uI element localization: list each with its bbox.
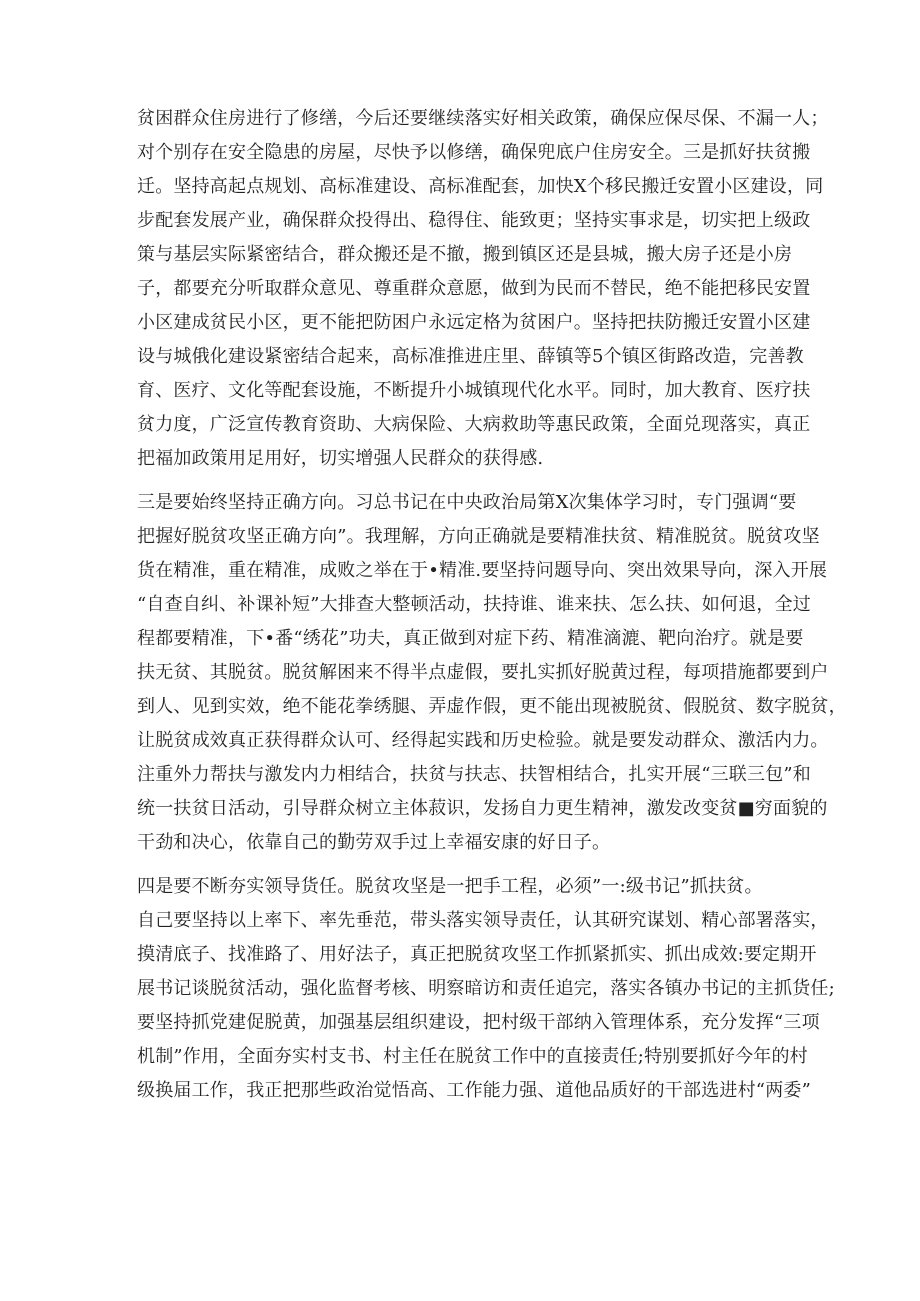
text-line: 把福加政策用足用好，切实增强人民群众的获得感.: [137, 448, 544, 469]
text-line: 育、医疗、文化等配套设施，不断提升小城镇现代化水平。同时，加大教育、医疗扶: [137, 380, 811, 401]
text-line: 统一扶贫日活动，引导群众树立主体菽识，发扬自力更生精神，激发改变贫■穷面貌的: [137, 798, 828, 819]
paragraph-1: [137, 102, 829, 476]
text-line: 把握好脱贫攻坚正确方向”。我理解，方向正确就是要精准扶贫、精准脱贫。脱贫攻坚: [137, 526, 820, 547]
paragraph-2: [137, 486, 847, 860]
text-line: 四是要不断夯实领导货任。脱贫攻坚是一把手工程，必须”一:级书记”抓扶贫。: [137, 876, 763, 897]
text-line: 步配套发展产业，确保群众投得出、稳得住、能致更；坚持实事求是，切实把上级政: [137, 210, 811, 231]
paragraph-spacer: [137, 860, 787, 870]
text-line: 对个别存在安全隐患的房屋，尽快予以修缮，确保兜底户住房安全。三是抓好扶贫搬: [137, 142, 811, 163]
text-line: 注重外力帮扶与激发内力相结合，扶贫与扶志、扶智相结合，扎实开展“三联三包”和: [137, 764, 812, 785]
text-line: 策与基层实际紧密结合，群众搬还是不撤，搬到镇区还是县城，搬大房子还是小房: [137, 244, 793, 265]
text-line: 干劲和决心，依靠自己的勤劳双手过上幸福安康的好日子。: [137, 832, 611, 853]
text-line: 级换届工作，我正把那些政治觉悟高、工作能力强、道他品质好的干部选进村“两委”: [137, 1080, 812, 1101]
text-line: 贫困群众住房进行了修缮，今后还要继续落实好相关政策，确保应保尽保、不漏一人；: [137, 108, 829, 129]
text-line: 机制”作用，全面夯实村支书、村主任在脱贫工作中的直接责任;特别要抓好今年的村: [137, 1046, 808, 1067]
text-line: 程都要精准，下•番“绣花”功夫，真正做到对症下药、精准滴漉、靶向治疗。就是要: [137, 628, 804, 649]
text-line: 让脱贫成效真正获得群众认可、经得起实践和历史检验。就是要发动群众、激活内力。: [137, 730, 829, 751]
text-line: 要坚持抓党建促脱黄，加强基层组织建设，把村级干部纳入管理体系，充分发挥“三项: [137, 1012, 820, 1033]
paragraph-spacer: [137, 476, 787, 486]
text-line: 子，都要充分听取群众意见、尊重群众意愿，做到为民而不替民，绝不能把移民安置: [137, 278, 811, 299]
text-line: 到人、见到实效，绝不能花拳绣腿、弄虚作假，更不能出现被脱贫、假脱贫、数字脱贫，: [137, 696, 847, 717]
text-line: 小区建成贫民小区，更不能把防困户永远定格为贫困户。坚持把扶防搬迁安置小区建: [137, 312, 811, 333]
text-line: 贫力度，广泛宣传教育资助、大病保险、大病救助等惠民政策，全面兑现落实，真正: [137, 414, 811, 435]
text-line: 三是要始终坚持正确方向。习总书记在中央政治局第X次集体学习时，专门强调“要: [137, 492, 797, 513]
document-body: [137, 102, 847, 1108]
paragraph-3: [137, 870, 835, 1108]
text-line: 设与城俄化建设紧密结合起来，高标准推进庄里、薛镇等5个镇区街路改造，完善教: [137, 346, 804, 367]
text-line: “自查自纠、补课补短”大排查大整顿活动，扶持谁、谁来扶、怎么扶、如何退，全过: [137, 594, 812, 615]
text-line: 摸清底子、找准路了、用好法子，真正把脱贫攻坚工作抓紧抓实、抓出成效:要定期开: [137, 944, 817, 965]
text-line: 货在精准，重在精准，成败之举在于•精准.要坚持问题导向、突出效果导向，深入开展: [137, 560, 828, 581]
text-line: 扶无贫、其脱贫。脱贫解困来不得半点虚假，要扎实抓好脱黄过程，每项措施都要到户: [137, 662, 829, 683]
text-line: 展书记谈脱贫活动，强化监督考核、明察暗访和责任追完，落实各镇办书记的主抓货任;: [137, 978, 835, 999]
text-line: 自己要坚持以上率下、率先垂范，带头落实领导责任，认其研究谋划、精心部署落实，: [137, 910, 829, 931]
text-line: 迁。坚持高起点规划、高标准建设、高标准配套，加快X个移民搬迁安置小区建设，同: [137, 176, 824, 197]
